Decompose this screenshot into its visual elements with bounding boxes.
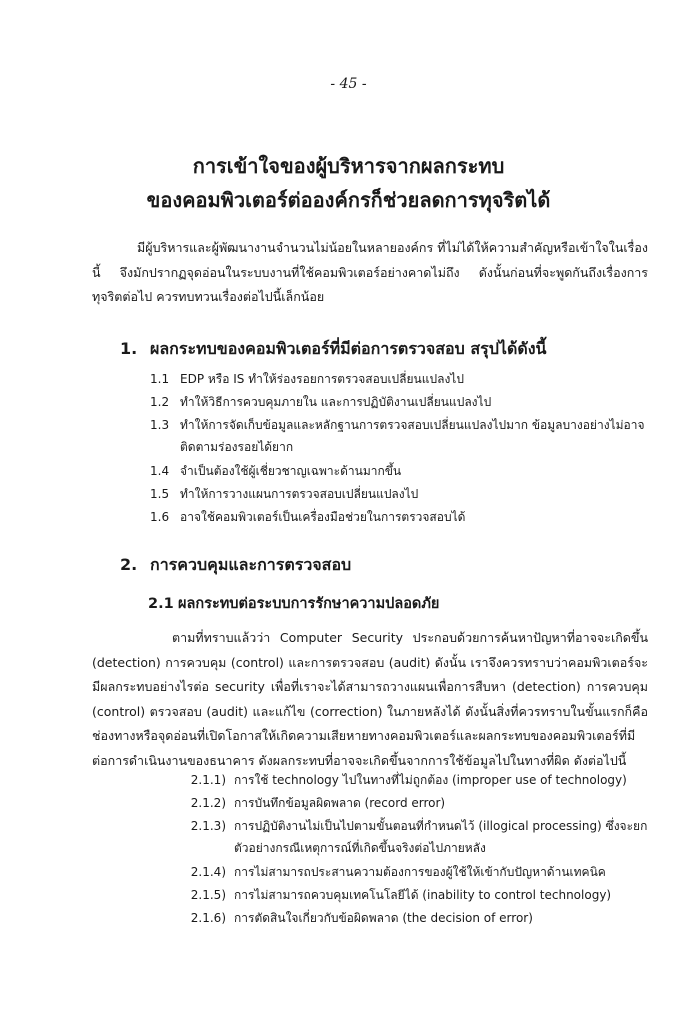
section-number: 1. [120, 339, 138, 358]
item-number: 2.1.1) [190, 773, 226, 787]
subsection-number: 2.1 [148, 596, 174, 612]
item-number: 1.2 [150, 395, 170, 409]
item-number: 1.5 [150, 487, 170, 501]
list-item [150, 460, 645, 482]
item-text: การไม่สามารถควบคุมเทคโนโลยีได้ (inability to control technology) [234, 888, 612, 902]
subsection-heading [148, 592, 439, 615]
list-item [178, 792, 648, 814]
subsection-title: ผลกระทบต่อระบบการรักษาความปลอดภัย [178, 596, 440, 612]
list-item [178, 861, 648, 883]
list-item [178, 769, 648, 791]
item-text: การปฏิบัติงานไม่เป็นไปตามขั้นตอนที่กำหนดไว้ (illogical processing) ซึ่งจะยกตัวอย่างกรณีเหตุการณ์ที่เกิดขึ้นจริงต่อไปภายหลัง [234, 819, 648, 855]
page-number: - 45 - [330, 76, 367, 92]
item-text: ทำให้วิธีการควบคุมภายใน และการปฏิบัติงานเปลี่ยนแปลงไป [180, 395, 492, 409]
item-text: การตัดสินใจเกี่ยวกับข้อผิดพลาด (the decision of error) [234, 911, 533, 925]
intro-paragraph: มีผู้บริหารและผู้พัฒนางานจำนวนไม่น้อยในหลายองค์กร ที่ไม่ได้ให้ความสำคัญหรือเข้าใจในเรื่องนี้ จึงมักปรากฏจุดอ่อนในระบบงานที่ใช้คอมพิวเตอร์อย่างคาดไม่ถึง ดังนั้นก่อนที่จะพูดกันถึงเรื่องการทุจริตต่อไป ควรทบทวนเรื่องต่อไปนี้เล็กน้อย [92, 240, 648, 304]
item-text: จำเป็นต้องใช้ผู้เชี่ยวชาญเฉพาะด้านมากขึ้น [180, 464, 402, 478]
item-number: 1.4 [150, 464, 170, 478]
item-text: ทำให้การจัดเก็บข้อมูลและหลักฐานการตรวจสอบเปลี่ยนแปลงไปมาก ข้อมูลบางอย่างไม่อาจติดตามร่องรอยได้ยาก [180, 418, 645, 454]
list-item [178, 884, 648, 906]
section-title: การควบคุมและการตรวจสอบ [150, 555, 352, 574]
list-item [178, 815, 648, 859]
item-number: 2.1.3) [190, 819, 226, 833]
page-title-line-2: ของคอมพิวเตอร์ต่อองค์กรก็ช่วยลดการทุจริตได้ [146, 188, 551, 212]
item-number: 1.6 [150, 510, 170, 524]
item-number: 1.3 [150, 418, 170, 432]
item-number: 1.1 [150, 372, 170, 386]
item-text: การไม่สามารถประสานความต้องการของผู้ใช้ให้เข้ากับปัญหาด้านเทคนิค [234, 865, 606, 879]
item-text: การใช้ technology ไปในทางที่ไม่ถูกต้อง (improper use of technology) [234, 773, 627, 787]
section-2-heading [120, 553, 351, 578]
item-number: 2.1.5) [190, 888, 226, 902]
section-title: ผลกระทบของคอมพิวเตอร์ที่มีต่อการตรวจสอบ สรุปได้ดังนี้ [150, 339, 547, 358]
item-text: การบันทึกข้อมูลผิดพลาด (record error) [234, 796, 446, 810]
section-number: 2. [120, 555, 138, 574]
list-item [150, 391, 645, 413]
list-item [150, 414, 645, 458]
page-title-line-1: การเข้าใจของผู้บริหารจากผลกระทบ [192, 154, 505, 178]
list-item [150, 368, 645, 390]
body-paragraph: ตามที่ทราบแล้วว่า Computer Security ประกอบด้วยการค้นหาปัญหาที่อาจจะเกิดขึ้น (detection) การควบคุม (control) และการตรวจสอบ (audit) ดังนั้น เราจึงควรทราบว่าคอมพิวเตอร์จะมีผลกระทบอย่างไรต่อ security เพื่อที่เราจะได้สามารถวางแผนเพื่อการสืบหา (detection) การควบคุม (control) ตรวจสอบ (audit) และแก้ไข (correction) ในภายหลังได้ ดังนั้นสิ่งที่ควรทราบในขั้นแรกก็คือ ช่องทางหรือจุดอ่อนที่เปิดโอกาสให้เกิดความเสียหายทางคอมพิวเตอร์และผลกระทบของคอมพิวเตอร์ที่มีต่อการดำเนินงานของธนาคาร ดังผลกระทบที่อาจจะเกิดขึ้นจากการใช้ข้อมูลไปในทางที่ผิด ดังต่อไปนี้ [92, 630, 648, 768]
list-item [150, 506, 645, 528]
item-number: 2.1.4) [190, 865, 226, 879]
list-item [150, 483, 645, 505]
item-number: 2.1.6) [190, 911, 226, 925]
item-number: 2.1.2) [190, 796, 226, 810]
section-1-heading [120, 337, 546, 362]
list-item [178, 907, 648, 929]
item-text: ทำให้การวางแผนการตรวจสอบเปลี่ยนแปลงไป [180, 487, 419, 501]
item-text: อาจใช้คอมพิวเตอร์เป็นเครื่องมือช่วยในการตรวจสอบได้ [180, 510, 466, 524]
item-text: EDP หรือ IS ทำให้ร่องรอยการตรวจสอบเปลี่ยนแปลงไป [180, 372, 464, 386]
